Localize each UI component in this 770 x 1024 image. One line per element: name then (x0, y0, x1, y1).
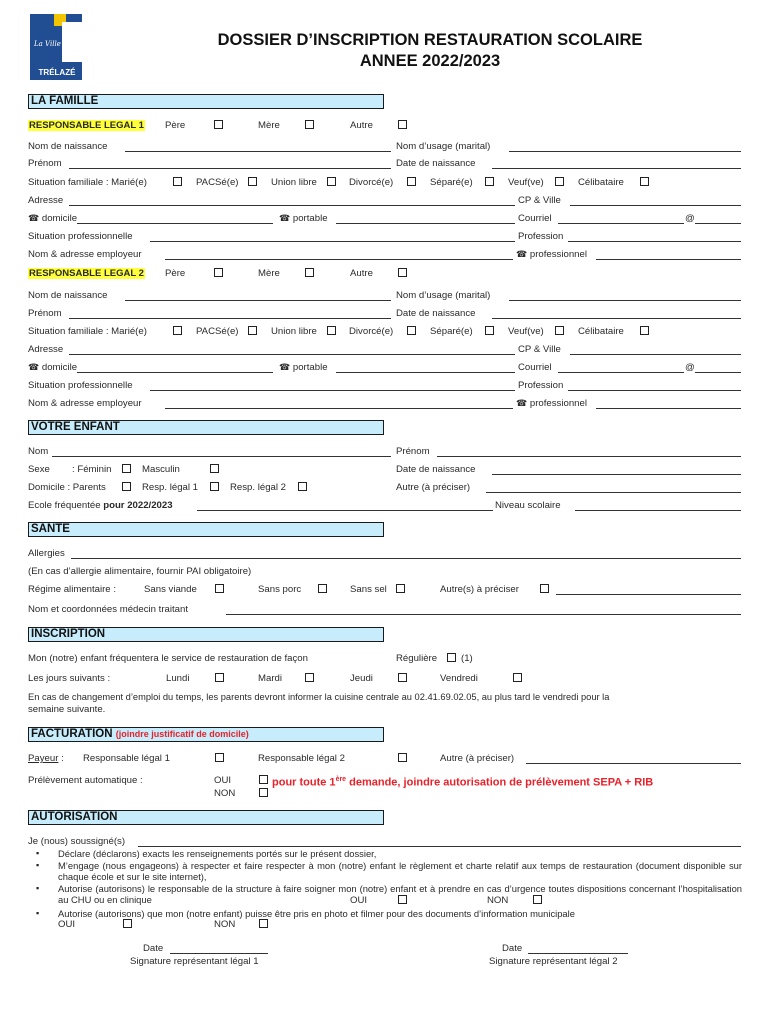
phone-icon: ☎ (516, 399, 528, 409)
section-enfant: VOTRE ENFANT (28, 420, 384, 435)
autres-regime-label: Autre(s) à préciser (440, 584, 519, 595)
separe-checkbox-1[interactable] (485, 177, 494, 186)
lundi-label: Lundi (166, 673, 190, 684)
union-libre-label: Union libre (271, 326, 317, 337)
phone-icon: ☎ (279, 363, 291, 373)
cp-ville-label: CP & Ville (518, 344, 561, 355)
divorce-label: Divorcé(e) (349, 177, 394, 188)
ecole-year: pour 2022/2023 (103, 500, 173, 511)
union-libre-label: Union libre (271, 177, 317, 188)
prelevement-non-label: NON (214, 788, 236, 799)
enfant-autre-field[interactable] (486, 492, 741, 493)
autres-regime-field[interactable] (556, 594, 741, 595)
sans-viande-label: Sans viande (144, 584, 197, 595)
autre-checkbox-1[interactable] (398, 120, 407, 129)
sexe-label: Sexe (28, 464, 50, 475)
courriel-domain-field-1[interactable] (695, 223, 741, 224)
soins-non-label: NON (487, 895, 509, 906)
pere-label: Père (165, 268, 186, 279)
portable-label: portable (292, 362, 328, 373)
autre-label: Autre (350, 268, 373, 279)
masculin-checkbox[interactable] (210, 464, 219, 473)
prenom-label: Prénom (28, 308, 62, 319)
celibataire-label: Célibataire (578, 326, 624, 337)
resp1-checkbox[interactable] (210, 482, 219, 491)
soins-oui-label: OUI (350, 895, 368, 906)
reguliere-label: Régulière (396, 653, 438, 664)
courriel-domain-field-2[interactable] (695, 372, 741, 373)
mere-checkbox-2[interactable] (305, 268, 314, 277)
profession-field-1[interactable] (568, 241, 741, 242)
divorce-checkbox-1[interactable] (407, 177, 416, 186)
autre-label: Autre (350, 120, 373, 131)
veuf-label: Veuf(ve) (508, 177, 544, 188)
facturation-title: FACTURATION (31, 728, 113, 740)
pere-label: Père (165, 120, 186, 131)
soussigne-field[interactable] (138, 846, 741, 847)
cp-ville-field-1[interactable] (570, 205, 741, 206)
nom-naissance-field-1[interactable] (125, 151, 391, 152)
mere-label: Mère (258, 268, 280, 279)
autorise-soins-text: Autorise (autorisons) le responsable de la structure à faire soigner mon (notre) enfant et à prendre en cas d’urgence toutes dispositions concernant l’hospitalisation au CHU ou en clinique (58, 883, 742, 906)
separe-checkbox-2[interactable] (485, 326, 494, 335)
domicile-field-1[interactable] (77, 223, 273, 224)
prenom-field-2[interactable] (69, 318, 391, 319)
prelevement-label: Prélèvement automatique : (28, 775, 143, 786)
domicile-parents-label: Domicile : Parents (28, 482, 106, 493)
courriel-field-2[interactable] (558, 372, 684, 373)
logo-white-mark (62, 22, 82, 62)
reguliere-checkbox[interactable] (447, 653, 456, 662)
courriel-field-1[interactable] (558, 223, 684, 224)
adresse-label: Adresse (28, 344, 64, 355)
jeudi-checkbox[interactable] (398, 673, 407, 682)
date-label-2: Date (502, 943, 523, 954)
cp-ville-label: CP & Ville (518, 195, 561, 206)
marie-checkbox-2[interactable] (173, 326, 182, 335)
vendredi-checkbox[interactable] (513, 673, 522, 682)
portable-field-1[interactable] (336, 223, 515, 224)
photo-oui-label: OUI (58, 919, 76, 930)
portable-label: portable (292, 213, 328, 224)
signature-2-label: Signature représentant légal 2 (489, 956, 618, 967)
pacse-checkbox-2[interactable] (248, 326, 257, 335)
mere-label: Mère (258, 120, 280, 131)
situation-pro-label: Situation professionnelle (28, 231, 133, 242)
date-naissance-label: Date de naissance (396, 158, 476, 169)
prenom-field-1[interactable] (69, 168, 391, 169)
section-inscription: INSCRIPTION (28, 627, 384, 642)
divorce-label: Divorcé(e) (349, 326, 394, 337)
domicile-label: domicile (41, 213, 78, 224)
phone-icon: ☎ (516, 250, 528, 260)
celibataire-checkbox-1[interactable] (640, 177, 649, 186)
situation-pro-label: Situation professionnelle (28, 380, 133, 391)
responsable-legal-2-label: RESPONSABLE LEGAL 2 (29, 268, 144, 279)
signature-1-label: Signature représentant légal 1 (130, 956, 259, 967)
enfant-date-naissance-label: Date de naissance (396, 464, 476, 475)
allergies-field[interactable] (71, 558, 741, 559)
sepa-note-a: pour toute 1 (272, 776, 336, 789)
prelevement-oui-label: OUI (214, 775, 232, 786)
section-facturation (28, 727, 384, 742)
bullet-icon: ▪ (36, 860, 40, 870)
page-title: DOSSIER D’INSCRIPTION RESTAURATION SCOLAIRE (217, 31, 643, 49)
section-famille: LA FAMILLE (28, 94, 384, 109)
date-label-1: Date (143, 943, 164, 954)
autorise-photo-text: Autorise (autorisons) que mon (notre enfant) puisse être pris en photo et filmer pour des documents d’information municipale (58, 908, 575, 919)
soins-non-checkbox[interactable] (533, 895, 542, 904)
domicile-parents-checkbox[interactable] (122, 482, 131, 491)
page-subtitle: ANNEE 2022/2023 (359, 52, 501, 70)
pai-note: (En cas d’allergie alimentaire, fournir PAI obligatoire) (28, 566, 252, 577)
enfant-nom-field[interactable] (52, 456, 391, 457)
pere-checkbox-1[interactable] (214, 120, 223, 129)
mere-checkbox-1[interactable] (305, 120, 314, 129)
adresse-field-1[interactable] (69, 205, 515, 206)
declare-text: Déclare (déclarons) exacts les renseignements portés sur le présent dossier, (58, 848, 377, 859)
resp2-label: Resp. légal 2 (230, 482, 286, 493)
celibataire-label: Célibataire (578, 177, 624, 188)
separe-label: Séparé(e) (430, 177, 473, 188)
changement-note-line2: semaine suivante. (28, 704, 106, 715)
date-field-2[interactable] (528, 953, 628, 954)
enfant-autre-label: Autre (à préciser) (396, 482, 471, 493)
section-sante: SANTE (28, 522, 384, 537)
enfant-prenom-label: Prénom (396, 446, 430, 457)
payeur-label: Payeur (28, 753, 59, 764)
nom-usage-field-2[interactable] (509, 300, 741, 301)
employeur-label: Nom & adresse employeur (28, 398, 142, 409)
photo-non-checkbox[interactable] (259, 919, 268, 928)
pere-checkbox-2[interactable] (214, 268, 223, 277)
domicile-label: domicile (41, 362, 78, 373)
nom-naissance-label: Nom de naissance (28, 141, 108, 152)
logo-text: TRÉLAZÉ (38, 68, 76, 77)
sans-viande-checkbox[interactable] (215, 584, 224, 593)
situation-familiale-label: Situation familiale : Marié(e) (28, 326, 147, 337)
payeur-autre-field[interactable] (526, 763, 741, 764)
jours-label: Les jours suivants : (28, 673, 111, 684)
phone-icon: ☎ (279, 214, 291, 224)
union-libre-checkbox-2[interactable] (327, 326, 336, 335)
photo-non-label: NON (214, 919, 236, 930)
profession-label: Profession (518, 231, 564, 242)
pacse-checkbox-1[interactable] (248, 177, 257, 186)
separe-label: Séparé(e) (430, 326, 473, 337)
reguliere-ref: (1) (461, 653, 473, 664)
changement-note-line1: En cas de changement d’emploi du temps, les parents devront informer la cuisine centrale au 02.41.69.02.05, au plus tard le vendredi pour la (28, 692, 610, 702)
pacse-label: PACSé(e) (196, 177, 239, 188)
bullet-icon: ▪ (36, 848, 40, 858)
niveau-field[interactable] (575, 510, 741, 511)
nom-naissance-label: Nom de naissance (28, 290, 108, 301)
situation-pro-field-1[interactable] (150, 241, 515, 242)
marie-checkbox-1[interactable] (173, 177, 182, 186)
bullet-icon: ▪ (36, 908, 40, 918)
situation-familiale-label: Situation familiale : Marié(e) (28, 177, 147, 188)
lundi-checkbox[interactable] (215, 673, 224, 682)
profession-field-2[interactable] (568, 390, 741, 391)
sans-porc-label: Sans porc (258, 584, 302, 595)
autres-regime-checkbox[interactable] (540, 584, 549, 593)
autre-checkbox-2[interactable] (398, 268, 407, 277)
bullet-icon: ▪ (36, 883, 40, 893)
logo-script: La Ville (34, 40, 61, 48)
payeur-separator: : (58, 753, 64, 764)
sans-sel-checkbox[interactable] (396, 584, 405, 593)
masculin-label: Masculin (142, 464, 180, 475)
professionnel-label: professionnel (529, 249, 587, 260)
ecole-label: Ecole fréquentée (28, 500, 104, 511)
feminin-label: : Féminin (72, 464, 112, 475)
mardi-label: Mardi (258, 673, 282, 684)
prelevement-non-checkbox[interactable] (259, 788, 268, 797)
frequente-text: Mon (notre) enfant fréquentera le service de restauration de façon (28, 653, 308, 664)
date-field-1[interactable] (170, 953, 268, 954)
portable-field-2[interactable] (336, 372, 515, 373)
soussigne-label: Je (nous) soussigné(s) (28, 836, 126, 847)
engage-text: M’engage (nous engageons) à respecter et faire respecter à mon (notre) enfant le règlement et charte relatif aux temps de restauration (document disponible sur chaque école et sur le site internet), (58, 860, 742, 883)
responsable-legal-1-label: RESPONSABLE LEGAL 1 (29, 120, 144, 131)
sepa-note-sup: ère (335, 776, 347, 783)
nom-usage-label: Nom d’usage (marital) (396, 290, 491, 301)
medecin-field[interactable] (226, 614, 741, 615)
section-autorisation: AUTORISATION (28, 810, 384, 825)
nom-usage-field-1[interactable] (509, 151, 741, 152)
domicile-field-2[interactable] (77, 372, 273, 373)
feminin-checkbox[interactable] (122, 464, 131, 473)
date-naissance-label: Date de naissance (396, 308, 476, 319)
photo-oui-checkbox[interactable] (123, 919, 132, 928)
employeur-field-1[interactable] (165, 259, 513, 260)
medecin-label: Nom et coordonnées médecin traitant (28, 604, 188, 615)
prenom-label: Prénom (28, 158, 62, 169)
at-sign: @ (685, 362, 695, 373)
nom-naissance-field-2[interactable] (125, 300, 391, 301)
sepa-note-b: demande, joindre autorisation de prélèvement SEPA + RIB (346, 776, 654, 789)
payeur-resp1-label: Responsable légal 1 (83, 753, 170, 764)
enfant-prenom-field[interactable] (437, 456, 741, 457)
veuf-checkbox-2[interactable] (555, 326, 564, 335)
date-naissance-field-1[interactable] (492, 168, 741, 169)
professionnel-field-2[interactable] (596, 408, 741, 409)
soins-oui-checkbox[interactable] (398, 895, 407, 904)
situation-pro-field-2[interactable] (150, 390, 515, 391)
nom-usage-label: Nom d’usage (marital) (396, 141, 491, 152)
resp2-checkbox[interactable] (298, 482, 307, 491)
cp-ville-field-2[interactable] (570, 354, 741, 355)
ecole-field[interactable] (197, 510, 493, 511)
sans-porc-checkbox[interactable] (318, 584, 327, 593)
sans-sel-label: Sans sel (350, 584, 387, 595)
courriel-label: Courriel (518, 213, 552, 224)
regime-label: Régime alimentaire : (28, 584, 116, 595)
adresse-field-2[interactable] (69, 354, 515, 355)
professionnel-field-1[interactable] (596, 259, 741, 260)
veuf-checkbox-1[interactable] (555, 177, 564, 186)
celibataire-checkbox-2[interactable] (640, 326, 649, 335)
payeur-resp1-checkbox[interactable] (215, 753, 224, 762)
facturation-note: (joindre justificatif de domicile) (115, 729, 249, 739)
courriel-label: Courriel (518, 362, 552, 373)
pacse-label: PACSé(e) (196, 326, 239, 337)
prelevement-oui-checkbox[interactable] (259, 775, 268, 784)
payeur-resp2-checkbox[interactable] (398, 753, 407, 762)
union-libre-checkbox-1[interactable] (327, 177, 336, 186)
date-naissance-field-2[interactable] (492, 318, 741, 319)
enfant-nom-label: Nom (28, 446, 49, 457)
niveau-label: Niveau scolaire (495, 500, 561, 511)
payeur-resp2-label: Responsable légal 2 (258, 753, 345, 764)
adresse-label: Adresse (28, 195, 64, 206)
allergies-label: Allergies (28, 548, 65, 559)
enfant-date-naissance-field[interactable] (492, 474, 741, 475)
jeudi-label: Jeudi (350, 673, 373, 684)
phone-icon: ☎ (28, 214, 40, 224)
divorce-checkbox-2[interactable] (407, 326, 416, 335)
mardi-checkbox[interactable] (305, 673, 314, 682)
professionnel-label: professionnel (529, 398, 587, 409)
phone-icon: ☎ (28, 363, 40, 373)
payeur-autre-label: Autre (à préciser) (440, 753, 515, 764)
employeur-field-2[interactable] (165, 408, 513, 409)
vendredi-label: Vendredi (440, 673, 478, 684)
resp1-label: Resp. légal 1 (142, 482, 198, 493)
at-sign: @ (685, 213, 695, 224)
veuf-label: Veuf(ve) (508, 326, 544, 337)
employeur-label: Nom & adresse employeur (28, 249, 142, 260)
profession-label: Profession (518, 380, 564, 391)
